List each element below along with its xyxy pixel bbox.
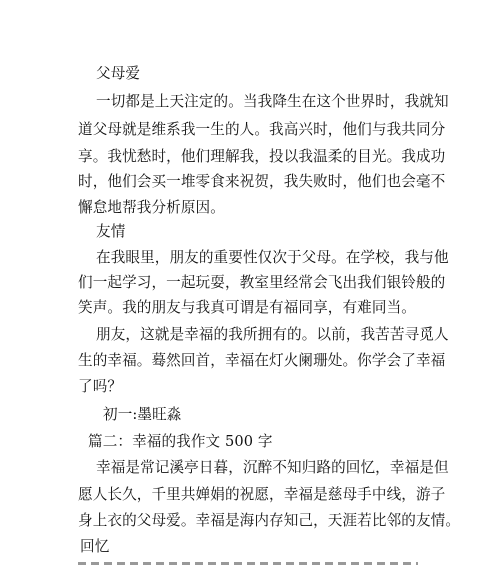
author-line: 初一:墨旺淼: [103, 406, 182, 423]
paragraph-line: 一切都是上天注定的。当我降生在这个世界时，我就知: [96, 93, 449, 110]
heading-memories: 回忆: [80, 538, 110, 555]
paragraph-line: 朋友，这就是幸福的我所拥有的。以前，我苦苦寻觅人: [96, 326, 449, 343]
paragraph-line: 道父母就是维系我一生的人。我高兴时，他们与我共同分: [78, 121, 446, 138]
paragraph-line: 享。我忧愁时，他们理解我，投以我温柔的目光。我成功: [78, 148, 446, 165]
paragraph-line: 了吗？: [78, 378, 123, 395]
cut-off-text-line: [78, 556, 418, 565]
paragraph-line: 时，他们会买一堆零食来祝贺，我失败时，他们也会毫不: [78, 173, 446, 190]
section-title: 篇二：幸福的我作文 500 字: [88, 433, 273, 450]
paragraph-line: 们一起学习，一起玩耍，教室里经常会飞出我们银铃般的: [78, 274, 446, 291]
paragraph-line: 幸福是常记溪亭日暮，沉醉不知归路的回忆，幸福是但: [96, 459, 449, 476]
heading-parents-love: 父母爱: [96, 65, 141, 82]
paragraph-line: 笑声。我的朋友与我真可谓是有福同享，有难同当。: [78, 299, 416, 316]
paragraph-line: 在我眼里，朋友的重要性仅次于父母。在学校，我与他: [96, 249, 449, 266]
paragraph-line: 懈怠地帮我分析原因。: [78, 199, 225, 216]
paragraph-line: 生的幸福。蓦然回首，幸福在灯火阑珊处。你学会了幸福: [78, 352, 446, 369]
paragraph-line: 愿人长久，千里共婵娟的祝愿，幸福是慈母手中线，游子: [78, 486, 446, 503]
heading-friendship: 友情: [96, 223, 126, 240]
paragraph-line: 身上衣的父母爱。幸福是海内存知己，天涯若比邻的友情。: [78, 512, 461, 529]
